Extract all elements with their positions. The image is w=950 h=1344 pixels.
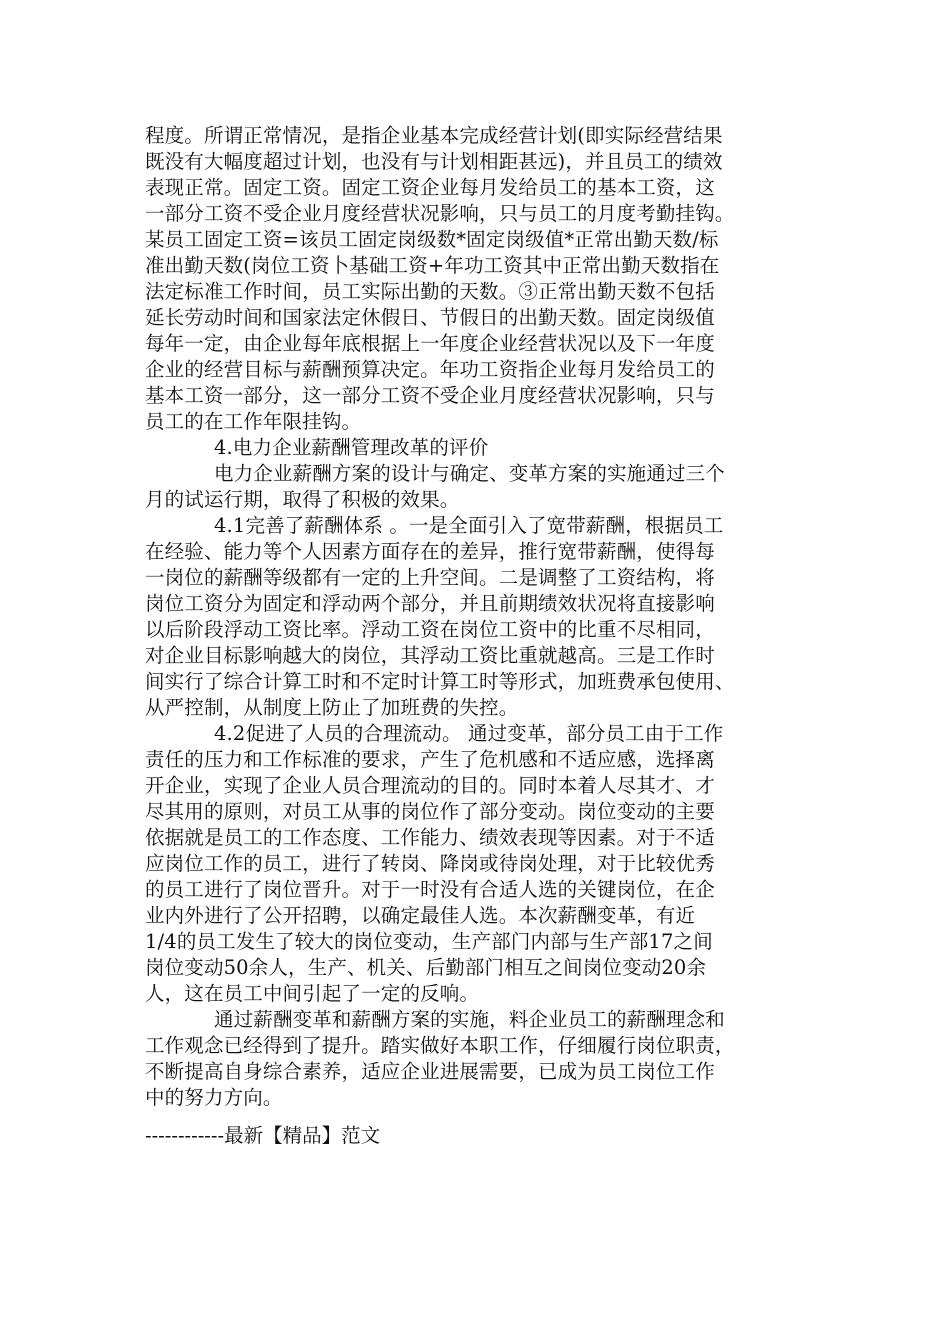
text-line: 表现正常。固定工资。固定工资企业每月发给员工的基本工资，这: [145, 176, 715, 199]
text-line: 工作观念已经得到了提升。踏实做好本职工作，仔细履行岗位职责，: [145, 1034, 735, 1057]
text-line: 在经验、能力等个人因素方面存在的差异，推行宽带薪酬，使得每: [145, 540, 715, 563]
text-line: 程度。所谓正常情况，是指企业基本完成经营计划(即实际经营结果: [145, 124, 723, 147]
text-line: 企业的经营目标与薪酬预算决定。年功工资指企业每月发给员工的: [145, 358, 715, 381]
subsection-line: 4.2促进了人员的合理流动。 通过变革，部分员工由于工作: [214, 722, 724, 745]
text-line: 月的试运行期，取得了积极的效果。: [145, 488, 460, 511]
text-line: 开企业，实现了企业人员合理流动的目的。同时本着人尽其才、才: [145, 774, 715, 797]
text-line: 通过薪酬变革和薪酬方案的实施，料企业员工的薪酬理念和: [214, 1008, 725, 1031]
text-line: 不断提高自身综合素养，适应企业进展需要，已成为员工岗位工作: [145, 1060, 715, 1083]
subsection-line: 4.1完善了薪酬体系 。一是全面引入了宽带薪酬，根据员工: [214, 514, 724, 537]
text-line: 法定标准工作时间，员工实际出勤的天数。③正常出勤天数不包括: [145, 280, 715, 303]
text-line: 岗位工资分为固定和浮动两个部分，并且前期绩效状况将直接影响: [145, 592, 715, 615]
footer-text: ------------最新【精品】范文: [145, 1124, 381, 1147]
text-line: 以后阶段浮动工资比率。浮动工资在岗位工资中的比重不尽相同，: [145, 618, 715, 641]
text-line: 业内外进行了公开招聘，以确定最佳人选。本次薪酬变革，有近: [145, 904, 696, 927]
text-line: 的员工进行了岗位晋升。对于一时没有合适人选的关键岗位，在企: [145, 878, 715, 901]
text-line: 岗位变动50余人，生产、机关、后勤部门相互之间岗位变动20余: [145, 956, 707, 979]
text-line: 间实行了综合计算工时和不定时计算工时等形式，加班费承包使用、: [145, 670, 735, 693]
text-line: 某员工固定工资=该员工固定岗级数*固定岗级值*正常出勤天数/标: [145, 228, 719, 251]
text-line: 应岗位工作的员工，进行了转岗、降岗或待岗处理，对于比较优秀: [145, 852, 715, 875]
text-line: 电力企业薪酬方案的设计与确定、变革方案的实施通过三个: [214, 462, 725, 485]
text-line: 基本工资一部分，这一部分工资不受企业月度经营状况影响，只与: [145, 384, 715, 407]
text-line: 责任的压力和工作标准的要求，产生了危机感和不适应感，选择离: [145, 748, 715, 771]
text-line: 延长劳动时间和国家法定休假日、节假日的出勤天数。固定岗级值: [145, 306, 715, 329]
text-line: 准出勤天数(岗位工资卜基础工资+年功工资其中正常出勤天数指在: [145, 254, 720, 277]
section-heading: 4.电力企业薪酬管理改革的评价: [214, 436, 489, 459]
text-line: 1/4的员工发生了较大的岗位变动，生产部门内部与生产部17之间: [145, 930, 713, 953]
text-line: 一部分工资不受企业月度经营状况影响，只与员工的月度考勤挂钩。: [145, 202, 735, 225]
text-line: 一岗位的薪酬等级都有一定的上升空间。二是调整了工资结构，将: [145, 566, 715, 589]
text-line: 中的努力方向。: [145, 1086, 283, 1109]
text-line: 员工的在工作年限挂钩。: [145, 410, 362, 433]
text-line: 人，这在员工中间引起了一定的反响。: [145, 982, 480, 1005]
text-line: 依据就是员工的工作态度、工作能力、绩效表现等因素。对于不适: [145, 826, 715, 849]
text-line: 对企业目标影响越大的岗位，其浮动工资比重就越高。三是工作时: [145, 644, 715, 667]
text-line: 尽其用的原则，对员工从事的岗位作了部分变动。岗位变动的主要: [145, 800, 715, 823]
text-line: 既没有大幅度超过计划，也没有与计划相距甚远)，并且员工的绩效: [145, 150, 723, 173]
text-line: 每年一定，由企业每年底根据上一年度企业经营状况以及下一年度: [145, 332, 715, 355]
text-line: 从严控制，从制度上防止了加班费的失控。: [145, 696, 519, 719]
